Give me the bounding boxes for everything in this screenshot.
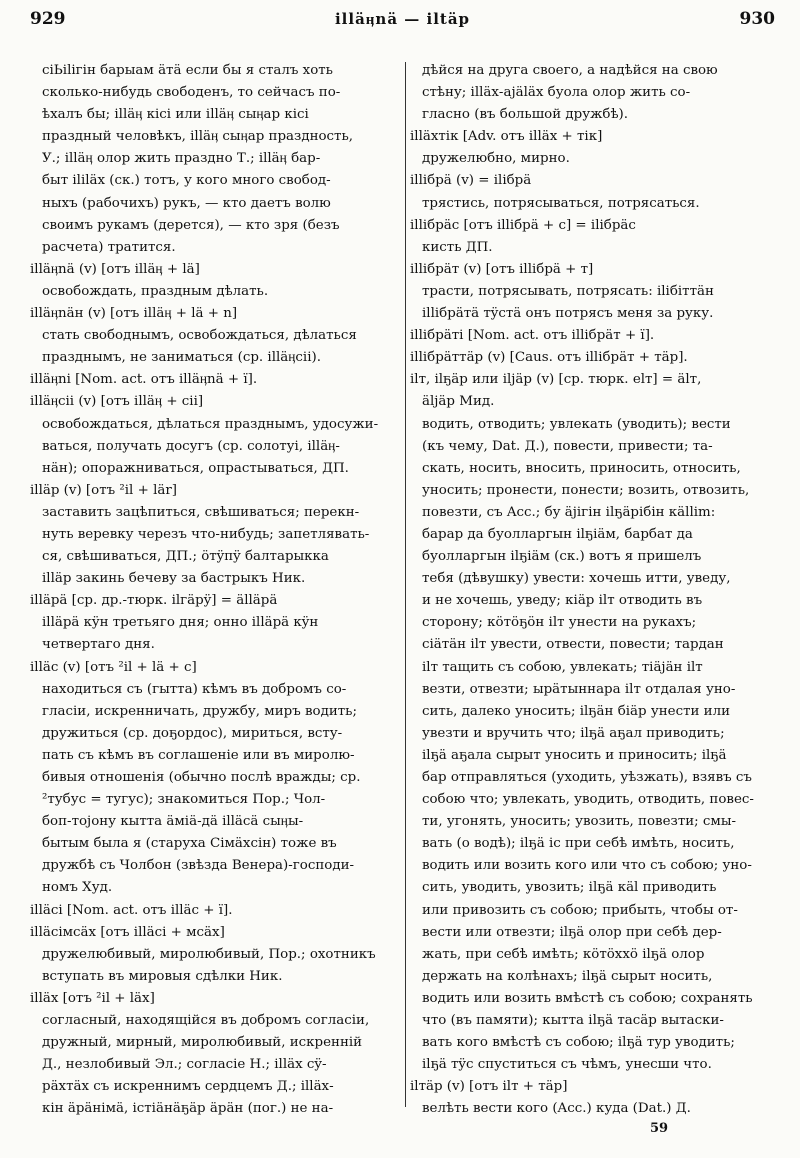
- entry-text-line: заставить зацѣпиться, свѣшиваться; перекн-: [42, 504, 360, 520]
- entry-headword-line: illäӊnі [Nom. act. отъ illäӊnä + ï].: [30, 372, 258, 388]
- entry-headword-line: illiбрäттäр (v) [Caus. отъ illiбрäт + тäр].: [410, 350, 688, 366]
- entry-text-line: повезти, съ Acc.; бу äјiгiн ilҕäрiбiн кällim:: [422, 504, 716, 520]
- entry-text-line: ilҕä аҕала сырыт уносить и приносить; ilҕä: [422, 747, 727, 763]
- entry-text-line: сить, уводить, увозить; ilҕä кäl приводить: [422, 880, 717, 896]
- entry-text-line: ilт тащить съ собою, увлекать; тiäјäн ilт: [422, 659, 703, 675]
- entry-text-line: согласный, находящійся въ добромъ согласіи,: [42, 1013, 370, 1029]
- entry-text-line: illiбрäтä тÿстä онъ потрясъ меня за руку.: [422, 306, 714, 322]
- entry-headword-line: illäсiмсäх [отъ illäсі + мсäх]: [30, 924, 225, 940]
- entry-text-line: сколько-нибудь свободенъ, то сейчасъ по-: [42, 85, 341, 101]
- entry-text-line: буолларгын ilҕiäм (ск.) вотъ я пришелъ: [422, 549, 702, 565]
- entry-text-line: барар да буолларгын ilҕiäм, барбат да: [422, 526, 693, 542]
- entry-text-line: увезти и вручить что; ilҕä аҕал приводить;: [422, 725, 725, 741]
- entry-text-line: дружелюбивый, миролюбивый, Пор.; охотникъ: [42, 946, 376, 962]
- entry-text-line: уносить; пронести, понести; возить, отвозить,: [422, 482, 750, 498]
- entry-text-line: освобождать, праздным дѣлать.: [42, 283, 269, 299]
- entry-text-line: бар отправляться (уходить, уѣзжать), взявъ съ: [422, 770, 752, 785]
- entry-text-line: нäн); опоражниваться, опрастываться, ДП.: [42, 460, 349, 476]
- entry-text-line: illäр закинь бечеву за бастрыкъ Ник.: [42, 571, 306, 587]
- entry-text-line: (къ чему, Dat. Д.), повести, привести; та-: [422, 438, 713, 454]
- entry-text-line: сiäтäн ilт увести, отвести, повести; тардан: [422, 637, 724, 653]
- entry-text-line: дружный, мирный, миролюбивый, искренній: [42, 1035, 363, 1051]
- entry-headword-line: illäх [отъ ²il + läх]: [30, 990, 155, 1006]
- entry-text-line: трасти, потрясывать, потрясать: iliбiттäн: [422, 283, 714, 299]
- entry-text-line: вать кого вмѣстѣ съ собою; ilҕä тур уводить;: [422, 1035, 735, 1051]
- entry-text-line: ilҕä тÿс спуститься съ чѣмъ, унесши что.: [422, 1057, 712, 1073]
- entry-headword-line: illiбрä (v) = iliбрä: [410, 173, 532, 189]
- entry-headword-line: illäсі [Nom. act. отъ illäс + ï].: [30, 902, 233, 918]
- entry-headword-line: illäӊcii (v) [отъ illäӊ + сіі]: [30, 394, 204, 410]
- entry-text-line: везти, отвезти; ырäтыннара ilт отдалая уно-: [422, 681, 736, 697]
- entry-headword-line: illäӊnäн (v) [отъ illäӊ + lä + n]: [30, 306, 238, 322]
- entry-text-line: сіЬіlігін барыам äтä если бы я сталъ хоть: [42, 63, 333, 78]
- entry-text-line: бивыя отношенія (обычно послѣ вражды; ср.: [42, 770, 361, 785]
- entry-text-line: празднымъ, не заниматься (ср. illäӊcii).: [42, 350, 321, 366]
- entry-text-line: вать (о водѣ); ilҕä іс при себѣ имѣть, носить,: [422, 836, 735, 852]
- entry-text-line: вступать въ мировыя сдѣлки Ник.: [42, 968, 283, 984]
- left-column: [30, 60, 400, 1140]
- entry-text-line: дружелюбно, мирно.: [422, 151, 570, 167]
- entry-text-line: держать на колѣнахъ; ilҕä сырыт носить,: [422, 968, 713, 984]
- entry-text-line: четвертаго дня.: [42, 637, 155, 653]
- running-head: illäӊnä — iltäр: [334, 10, 471, 28]
- entry-text-line: и не хочешь, уведу; кiäр ilт отводить въ: [422, 593, 703, 609]
- entry-text-line: ти, угонять, уносить; увозить, повезти; смы-: [422, 814, 737, 830]
- entry-text-line: ныхъ (рабочихъ) рукъ, — кто даетъ волю: [42, 195, 331, 211]
- entry-headword-line: illiбрäс [отъ illiбрä + с] = iliбрäс: [410, 217, 636, 233]
- entry-text-line: велѣть вести кого (Acc.) куда (Dat.) Д.: [422, 1101, 691, 1117]
- entry-text-line: ѣхалъ бы; illäӊ кісі или illäӊ сыӊар кісі: [42, 107, 309, 123]
- entry-headword-line: illäӊnä (v) [отъ illäӊ + lä]: [30, 261, 200, 277]
- entry-text-line: жать, при себѣ имѣть; кöтöххö ilҕä олор: [422, 946, 705, 962]
- entry-text-line: сторону; кöтöҕöн ilт унести на рукахъ;: [422, 615, 697, 631]
- entry-text-line: ваться, получать досугъ (ср. солотуі, illäӊ-: [42, 438, 340, 454]
- page-number-left: 929: [30, 9, 66, 29]
- entry-text-line: дружиться (ср. доҕордос), мириться, всту-: [42, 725, 343, 741]
- entry-text-line: своимъ рукамъ (дерется), — кто зря (безъ: [42, 217, 340, 233]
- entry-text-line: кін äрäнiмä, iстiäнäҕäр äрäн (пог.) не на-: [42, 1101, 334, 1117]
- entry-text-line: быт іlіläх (ск.) тотъ, у кого много свобод-: [42, 173, 331, 189]
- entry-text-line: праздный человѣкъ, illäӊ сыӊар праздность,: [42, 129, 354, 145]
- entry-text-line: ся, свѣшиваться, ДП.; öтÿпÿ балтарыкка: [42, 549, 329, 565]
- entry-text-line: освобождаться, дѣлаться празднымъ, удосужи-: [42, 416, 379, 432]
- entry-text-line: кисть ДП.: [422, 239, 493, 255]
- entry-headword-line: illiбрäтi [Nom. act. отъ illiбрäт + ï].: [410, 328, 655, 344]
- entry-text-line: стать свободнымъ, освобождаться, дѣлаться: [42, 328, 357, 344]
- entry-headword-line: ilтäр (v) [отъ ilт + тäр]: [410, 1079, 568, 1095]
- entry-text-line: У.; illäӊ олор жить праздно Т.; illäӊ бар-: [42, 151, 321, 167]
- entry-text-line: расчета) тратится.: [42, 239, 176, 255]
- entry-text-line: вести или отвезти; ilҕä олор при себѣ дер-: [422, 924, 722, 940]
- entry-text-line: тебя (дѣвушку) увести: хочешь итти, уведу,: [422, 571, 731, 587]
- entry-headword-line: illäхтiк [Adv. отъ illäх + тiк]: [410, 129, 603, 145]
- entry-text-line: пать съ кѣмъ въ соглашеніе или въ миролю-: [42, 747, 355, 763]
- entry-text-line: Д., незлобивый Эл.; согласіе Н.; illäх сÿ-: [42, 1057, 327, 1073]
- entry-text-line: находиться съ (гытта) кѣмъ въ добромъ со-: [42, 681, 347, 697]
- entry-text-line: водить или возить кого или что съ собою; уно-: [422, 858, 752, 874]
- entry-text-line: illäрä кÿн третьяго дня; оннo illäрä кÿн: [42, 615, 319, 631]
- entry-text-line: рäхтäх съ искреннимъ сердцемъ Д.; illäх-: [42, 1079, 334, 1095]
- entry-text-line: водить, отводить; увлекать (уводить); вести: [422, 416, 731, 432]
- entry-text-line: гласіи, искренничать, дружбу, миръ водить;: [42, 703, 357, 719]
- entry-text-line: скать, носить, вносить, приносить, относить,: [422, 460, 741, 476]
- entry-text-line: дружбѣ съ Чолбон (звѣзда Венера)-господи-: [42, 858, 355, 874]
- entry-headword-line: illiбрäт (v) [отъ illiбрä + т]: [410, 261, 594, 277]
- entry-text-line: ²тубус = тугус); знакомиться Пор.; Чол-: [42, 792, 326, 808]
- entry-text-line: или привозить съ собою; прибыть, чтобы от-: [422, 902, 738, 918]
- entry-text-line: что (въ памяти); кытта ilҕä тасäр вытаски-: [422, 1013, 724, 1029]
- page-header: [30, 8, 775, 36]
- column-divider: [405, 62, 406, 1107]
- entry-text-line: собою что; увлекать, уводить, отводить, повес-: [422, 792, 754, 808]
- signature-mark: 59: [650, 1121, 669, 1136]
- entry-headword-line: illäс (v) [отъ ²il + lä + с]: [30, 659, 197, 675]
- entry-headword-line: illäрä [ср. др.-тюрк. ilгäрÿ] = älläрä: [30, 593, 278, 609]
- entry-text-line: водить или возить вмѣстѣ съ собою; сохранять: [422, 990, 753, 1006]
- entry-text-line: трястись, потрясываться, потрясаться.: [422, 195, 700, 211]
- right-column: [410, 60, 775, 1140]
- entry-text-line: нуть веревку черезъ что-нибудь; запетлявать-: [42, 526, 370, 542]
- entry-text-line: сить, далеко уносить; ilҕäн бiäр унести или: [422, 703, 731, 719]
- entry-headword-line: ilт, ilҕäр или ilјäр (v) [ср. тюрк. elт] = älт,: [410, 372, 702, 388]
- entry-text-line: боп-тојону кытта äмiä-дä illäсä сыӊы-: [42, 814, 304, 830]
- entry-text-line: номъ Худ.: [42, 880, 113, 896]
- entry-text-line: дѣйся на друга своего, а надѣйся на свою: [422, 63, 718, 78]
- page-number-right: 930: [739, 9, 775, 29]
- entry-text-line: стѣну; illäх-ајäläх буола олор жить со-: [422, 85, 691, 101]
- entry-text-line: бытым была я (старуха Сiмäхсiн) тоже въ: [42, 836, 337, 852]
- entry-text-line: äljäр Мид.: [422, 394, 495, 410]
- entry-headword-line: illäр (v) [отъ ²il + lär]: [30, 482, 177, 498]
- entry-text-line: гласно (въ большой дружбѣ).: [422, 107, 629, 123]
